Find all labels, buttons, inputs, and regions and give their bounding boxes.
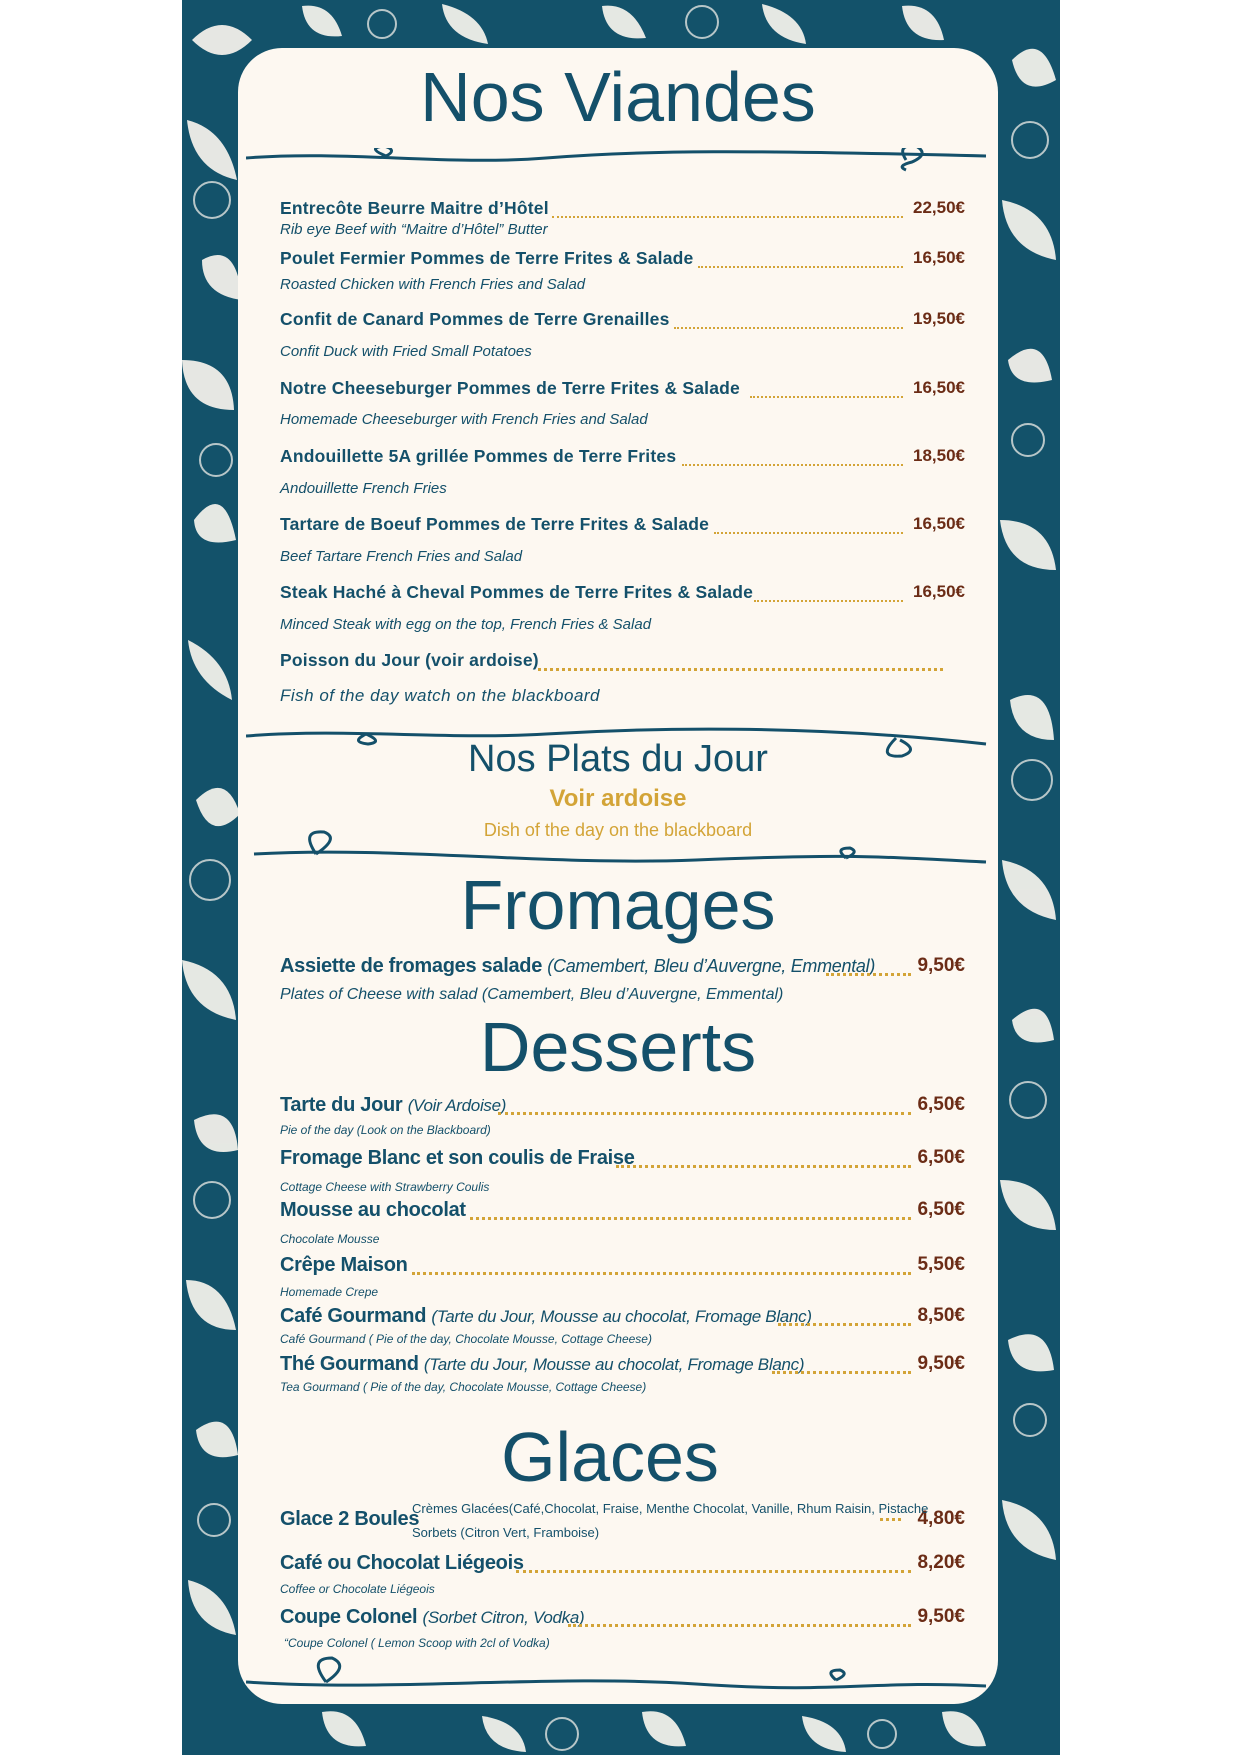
leader-dots bbox=[470, 1199, 911, 1220]
viande-row-7 bbox=[280, 582, 965, 606]
item-price: 16,50€ bbox=[913, 248, 965, 267]
item-sub: Plates of Cheese with salad (Camembert, Bleu d’Auvergne, Emmental) bbox=[280, 986, 784, 1003]
item-sub: Homemade Crepe bbox=[280, 1285, 379, 1299]
divider-swirl-icon bbox=[246, 1654, 994, 1694]
viandes-title: Nos Viandes bbox=[420, 58, 816, 136]
item-detail-2: Sorbets (Citron Vert, Framboise) bbox=[412, 1525, 600, 1540]
item-sub: “Coupe Colonel ( Lemon Scoop with 2cl of Vodka) bbox=[284, 1636, 550, 1650]
dessert-row-3 bbox=[280, 1199, 965, 1227]
leader-dots bbox=[616, 1147, 911, 1168]
item-sub: Confit Duck with Fried Small Potatoes bbox=[280, 343, 532, 360]
item-detail: (Camembert, Bleu d’Auvergne, Emmental) bbox=[547, 956, 876, 976]
dessert-row-1 bbox=[280, 1094, 965, 1122]
divider-swirl-icon bbox=[246, 148, 994, 188]
item-detail: (Voir Ardoise) bbox=[407, 1096, 507, 1115]
item-name: Notre Cheeseburger Pommes de Terre Frites & Salade bbox=[280, 378, 740, 398]
item-price: 19,50€ bbox=[913, 309, 965, 328]
leader-dots bbox=[772, 1353, 911, 1374]
leader-dots bbox=[778, 1305, 911, 1326]
item-price: 18,50€ bbox=[913, 446, 965, 465]
fromage-row-1 bbox=[280, 955, 965, 983]
item-price: 5,50€ bbox=[917, 1254, 965, 1275]
viande-row-8 bbox=[280, 650, 965, 674]
item-price: 22,50€ bbox=[913, 198, 965, 217]
leader-dots bbox=[750, 378, 903, 398]
leader-dots bbox=[516, 1552, 911, 1573]
item-sub: Coffee or Chocolate Liégeois bbox=[280, 1582, 435, 1596]
item-sub: Andouillette French Fries bbox=[280, 480, 447, 497]
leader-dots bbox=[754, 582, 903, 602]
glaces-title: Glaces bbox=[501, 1418, 719, 1496]
leader-dots bbox=[698, 248, 903, 268]
item-name: Café Gourmand (Tarte du Jour, Mousse au chocolat, Fromage Blanc) bbox=[280, 1305, 812, 1327]
leader-dots bbox=[498, 1094, 911, 1115]
leader-dots bbox=[412, 1254, 911, 1275]
item-name: Confit de Canard Pommes de Terre Grenailles bbox=[280, 309, 670, 329]
leader-dots bbox=[714, 514, 903, 534]
item-name: Fromage Blanc et son coulis de Fraise bbox=[280, 1147, 635, 1169]
item-name: Mousse au chocolat bbox=[280, 1199, 466, 1221]
leader-dots bbox=[826, 955, 911, 976]
item-sub: Café Gourmand ( Pie of the day, Chocolate Mousse, Cottage Cheese) bbox=[280, 1332, 652, 1346]
item-sub: Tea Gourmand ( Pie of the day, Chocolate Mousse, Cottage Cheese) bbox=[280, 1380, 647, 1394]
item-name: Andouillette 5A grillée Pommes de Terre Frites bbox=[280, 446, 677, 466]
item-price: 16,50€ bbox=[913, 378, 965, 397]
viande-row-1 bbox=[280, 198, 965, 222]
leader-dots bbox=[568, 1606, 911, 1627]
item-name: Café ou Chocolat Liégeois bbox=[280, 1552, 524, 1574]
item-detail: (Sorbet Citron, Vodka) bbox=[422, 1608, 585, 1627]
item-price: 9,50€ bbox=[917, 1353, 965, 1374]
dessert-row-6 bbox=[280, 1353, 965, 1381]
item-price: 8,20€ bbox=[917, 1552, 965, 1573]
item-price: 6,50€ bbox=[917, 1094, 965, 1115]
item-detail: (Tarte du Jour, Mousse au chocolat, Fromage Blanc) bbox=[431, 1307, 812, 1326]
fromages-title: Fromages bbox=[460, 866, 776, 944]
viande-row-3 bbox=[280, 309, 965, 333]
item-sub: Rib eye Beef with “Maitre d’Hôtel” Butter bbox=[280, 221, 548, 238]
desserts-title: Desserts bbox=[479, 1008, 757, 1086]
plats-du-jour-sub: Dish of the day on the blackboard bbox=[483, 820, 753, 840]
item-name: Assiette de fromages salade (Camembert, Bleu d’Auvergne, Emmental) bbox=[280, 955, 876, 977]
item-sub: Minced Steak with egg on the top, French Fries & Salad bbox=[280, 616, 652, 633]
leader-dots bbox=[682, 446, 903, 466]
item-price: 9,50€ bbox=[917, 955, 965, 976]
item-price: 9,50€ bbox=[917, 1606, 965, 1627]
item-price: 6,50€ bbox=[917, 1199, 965, 1220]
item-name: Glace 2 Boules bbox=[280, 1508, 420, 1530]
item-price: 4,80€ bbox=[917, 1508, 965, 1529]
dessert-row-5 bbox=[280, 1305, 965, 1333]
viande-row-6 bbox=[280, 514, 965, 538]
leader-dots bbox=[674, 309, 903, 329]
viande-row-2 bbox=[280, 248, 965, 272]
item-sub: Homemade Cheeseburger with French Fries and Salad bbox=[280, 411, 648, 428]
item-price: 16,50€ bbox=[913, 582, 965, 601]
item-name: Thé Gourmand (Tarte du Jour, Mousse au chocolat, Fromage Blanc) bbox=[280, 1353, 805, 1375]
item-detail: (Tarte du Jour, Mousse au chocolat, Fromage Blanc) bbox=[423, 1355, 805, 1374]
plats-du-jour-title: Nos Plats du Jour bbox=[468, 738, 768, 780]
item-name: Coupe Colonel (Sorbet Citron, Vodka) bbox=[280, 1606, 585, 1628]
glace-row-2 bbox=[280, 1552, 965, 1580]
item-price: 6,50€ bbox=[917, 1147, 965, 1168]
item-detail: Crèmes Glacées(Café,Chocolat, Fraise, Menthe Chocolat, Vanille, Rhum Raisin, Pistache bbox=[412, 1501, 929, 1516]
item-sub: Pie of the day (Look on the Blackboard) bbox=[280, 1123, 491, 1137]
item-name: Tartare de Boeuf Pommes de Terre Frites & Salade bbox=[280, 514, 710, 534]
plats-du-jour-highlight: Voir ardoise bbox=[549, 785, 687, 812]
item-name: Tarte du Jour (Voir Ardoise) bbox=[280, 1094, 507, 1116]
item-sub: Cottage Cheese with Strawberry Coulis bbox=[280, 1180, 490, 1194]
item-sub: Chocolate Mousse bbox=[280, 1232, 380, 1246]
leader-dots bbox=[552, 198, 903, 218]
item-price: 8,50€ bbox=[917, 1305, 965, 1326]
glace-row-3 bbox=[280, 1606, 965, 1634]
viande-row-5 bbox=[280, 446, 965, 470]
item-sub: Beef Tartare French Fries and Salad bbox=[280, 548, 523, 565]
item-price: 16,50€ bbox=[913, 514, 965, 533]
item-name: Crêpe Maison bbox=[280, 1254, 408, 1276]
item-name: Entrecôte Beurre Maitre d’Hôtel bbox=[280, 198, 549, 218]
item-sub: Roasted Chicken with French Fries and Salad bbox=[280, 276, 586, 293]
item-name: Steak Haché à Cheval Pommes de Terre Frites & Salade bbox=[280, 582, 754, 602]
viande-row-4 bbox=[280, 378, 965, 402]
item-name: Poisson du Jour (voir ardoise) bbox=[280, 650, 539, 670]
leader-dots bbox=[538, 650, 943, 671]
item-name: Poulet Fermier Pommes de Terre Frites & Salade bbox=[280, 248, 694, 268]
dessert-row-2 bbox=[280, 1147, 965, 1175]
item-sub: Fish of the day watch on the blackboard bbox=[280, 686, 601, 705]
dessert-row-4 bbox=[280, 1254, 965, 1282]
